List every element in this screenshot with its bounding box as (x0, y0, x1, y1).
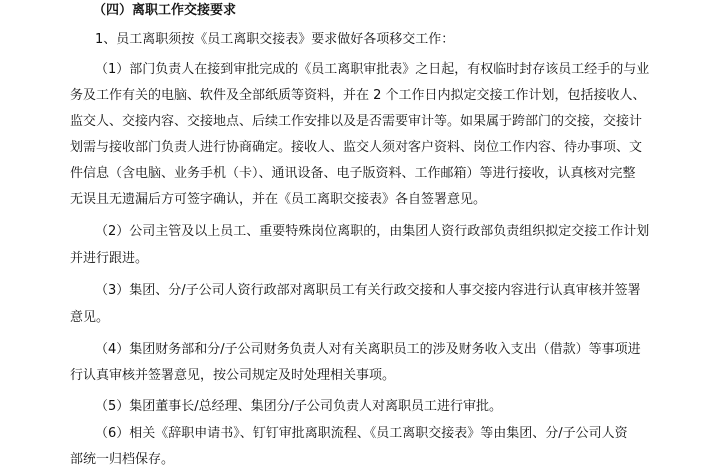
para-1-line-6: 无误且无遗漏后方可签字确认，并在《员工离职交接表》各自签署意见。 (70, 192, 487, 207)
para-6-line-1: （6）相关《辞职申请书》、钉钉审批离职流程、《员工离职交接表》等由集团、分/子公司人资 (95, 426, 628, 441)
section-heading: （四）离职工作交接要求 (93, 3, 237, 18)
para-4-line-2: 行认真审核并签署意见，按公司规定及时处理相关事项。 (70, 368, 396, 383)
para-1-line-1: （1）部门负责人在接到审批完成的《员工离职审批表》之日起，有权临时封存该员工经手的与业 (95, 62, 650, 77)
para-3-line-1: （3）集团、分/子公司人资行政部对离职员工有关行政交接和人事交接内容进行认真审核并签署 (95, 283, 641, 298)
para-5-line-1: （5）集团董事长/总经理、集团分/子公司负责人对离职员工进行审批。 (95, 399, 503, 414)
para-1-line-4: 划需与接收部门负责人进行协商确定。接收人、监交人须对客户资料、岗位工作内容、待办事项、文 (70, 140, 643, 155)
para-6-line-2: 部统一归档保存。 (70, 452, 175, 467)
para-1-line-2: 务及工作有关的电脑、软件及全部纸质等资料，并在 2 个工作日内拟定交接工作计划，包括接收人、 (70, 88, 646, 103)
para-4-line-1: （4）集团财务部和分/子公司财务负责人对有关离职员工的涉及财务收入支出（借款）等事项进 (95, 342, 641, 357)
para-3-line-2: 意见。 (70, 310, 110, 325)
item-1-title: 1、员工离职须按《员工离职交接表》要求做好各项移交工作： (95, 32, 455, 47)
para-1-line-3: 监交人、交接内容、交接地点、后续工作安排以及是否需要审计等。如果属于跨部门的交接，交接计 (70, 114, 643, 129)
para-2-line-2: 并进行跟进。 (70, 251, 149, 266)
para-1-line-5: 件信息（含电脑、业务手机（卡）、通讯设备、电子版资料、工作邮箱）等进行接收，认真核对完整 (70, 166, 636, 181)
para-2-line-1: （2）公司主管及以上员工、重要特殊岗位离职的，由集团人资行政部负责组织拟定交接工作计划 (95, 224, 650, 239)
